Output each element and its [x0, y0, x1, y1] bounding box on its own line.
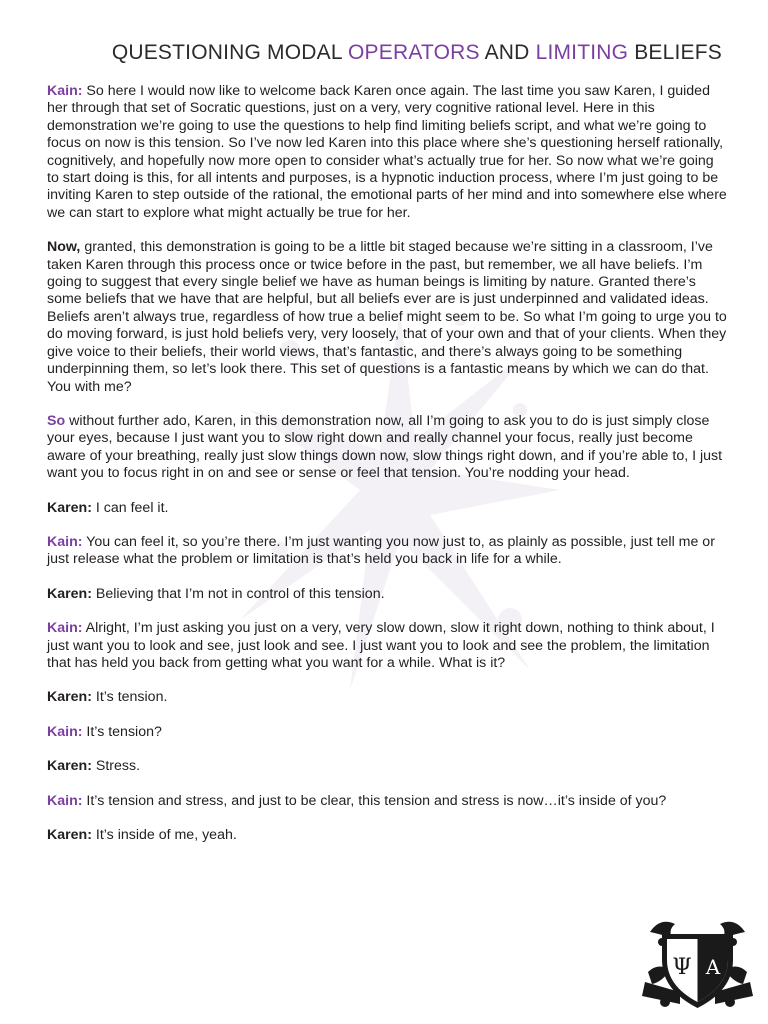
logo-letter-a: A: [705, 955, 721, 979]
paragraph-text: Believing that I’m not in control of this tension.: [91, 585, 385, 602]
speaker-label: Karen:: [47, 499, 92, 516]
speaker-label: Karen:: [47, 758, 92, 775]
title-text-3: BELIEFS: [628, 41, 722, 64]
title-text-2: AND: [479, 41, 536, 64]
academy-crest-logo: [640, 912, 755, 1012]
speaker-label: Kain:: [47, 533, 83, 550]
title-accent-limiting: LIMITING: [535, 41, 629, 64]
speaker-label: Kain:: [47, 620, 83, 637]
transcript-body: [47, 83, 729, 861]
transcript-paragraph: [47, 83, 729, 222]
paragraph-text: It’s tension?: [82, 723, 162, 740]
transcript-paragraph: [47, 758, 729, 775]
paragraph-text: It’s tension and stress, and just to be clear, this tension and stress is now…it’s inside of you?: [82, 792, 667, 809]
transcript-paragraph: [47, 500, 729, 517]
transcript-paragraph: [47, 534, 729, 569]
speaker-label: Kain:: [47, 83, 83, 99]
paragraph-text: It’s tension.: [91, 689, 168, 706]
transcript-paragraph: [47, 239, 729, 396]
transcript-paragraph: [47, 724, 729, 741]
paragraph-text: granted, this demonstration is going to be a little bit staged because we’re sitting in a classroom, I’ve taken Karen through this process once or twice before in the past, but remember, we all have beliefs. I’m going to suggest that every single belief we have as human beings is limiting by nature. Granted there’s some beliefs that we have that are helpful, but all beliefs ever are is just underpinned and validated ideas. Beliefs aren’t always true, regardless of how true a belief might seem to be. So what I’m going to urge you to do moving forward, is just hold beliefs very, very loosely, that of your own and that of your clients. When they give voice to their beliefs, their world views, that’s fantastic, and there’s always going to be something underpinning them, so let’s look there. This set of questions is a fantastic means by which we can do that. You with me?: [47, 239, 727, 395]
transcript-paragraph: [47, 413, 729, 483]
speaker-label: Karen:: [47, 689, 92, 706]
transcript-paragraph: [47, 689, 729, 706]
transcript-paragraph: [47, 620, 729, 672]
page-title: [112, 41, 722, 65]
transcript-paragraph: [47, 586, 729, 603]
logo-letter-psi: Ψ: [672, 955, 692, 980]
speaker-label: Kain:: [47, 792, 83, 809]
paragraph-text: without further ado, Karen, in this demonstration now, all I’m going to ask you to do is just simply close your eyes, because I just want you to slow right down and really channel your focus, really just become aware of your breathing, really just slow things down now, slow things right down, and if you’re able to, I just want you to focus right in on and see or sense or feel that tension. You’re nodding your head.: [47, 412, 723, 482]
title-text-1: QUESTIONING MODAL: [111, 41, 348, 64]
speaker-label: Karen:: [47, 585, 92, 602]
paragraph-text: Alright, I’m just asking you just on a very, very slow down, slow it right down, nothing to think about, I just want you to look and see, just look and see. I just want you to look and see the problem, the limitation that has held you back from getting what you want for a while. What is it?: [47, 620, 715, 671]
paragraph-text: It’s inside of me, yeah.: [91, 827, 237, 843]
speaker-label: Now,: [47, 239, 81, 256]
paragraph-text: Stress.: [91, 758, 141, 775]
paragraph-text: You can feel it, so you’re there. I’m just wanting you now just to, as plainly as possible, just tell me or just release what the problem or limitation is that’s held you back in life for a while.: [47, 533, 715, 568]
speaker-label: So: [47, 412, 66, 429]
title-accent-operators: OPERATORS: [348, 41, 480, 64]
transcript-paragraph: [47, 827, 729, 844]
speaker-label: Karen:: [47, 827, 92, 843]
paragraph-text: I can feel it.: [91, 499, 169, 516]
transcript-paragraph: [47, 793, 729, 810]
paragraph-text: So here I would now like to welcome back Karen once again. The last time you saw Karen, I guided her through that set of Socratic questions, just on a very, very cognitive rational level. Here in this demonstration we’re going to use the questions to help find limiting beliefs script, and what we’re going to focus on now is this tension. So I’ve now led Karen into this place where she’s questioning herself rationally, cognitively, and hopefully now more open to consider what’s actually true for her. So now what we’re going to start doing is this, for all intents and purposes, is a hypnotic induction process, where I’m just going to be inviting Karen to step outside of the rational, the emotional parts of her mind and into somewhere else where we can start to explore what might actually be true for her.: [47, 83, 727, 221]
speaker-label: Kain:: [47, 723, 83, 740]
